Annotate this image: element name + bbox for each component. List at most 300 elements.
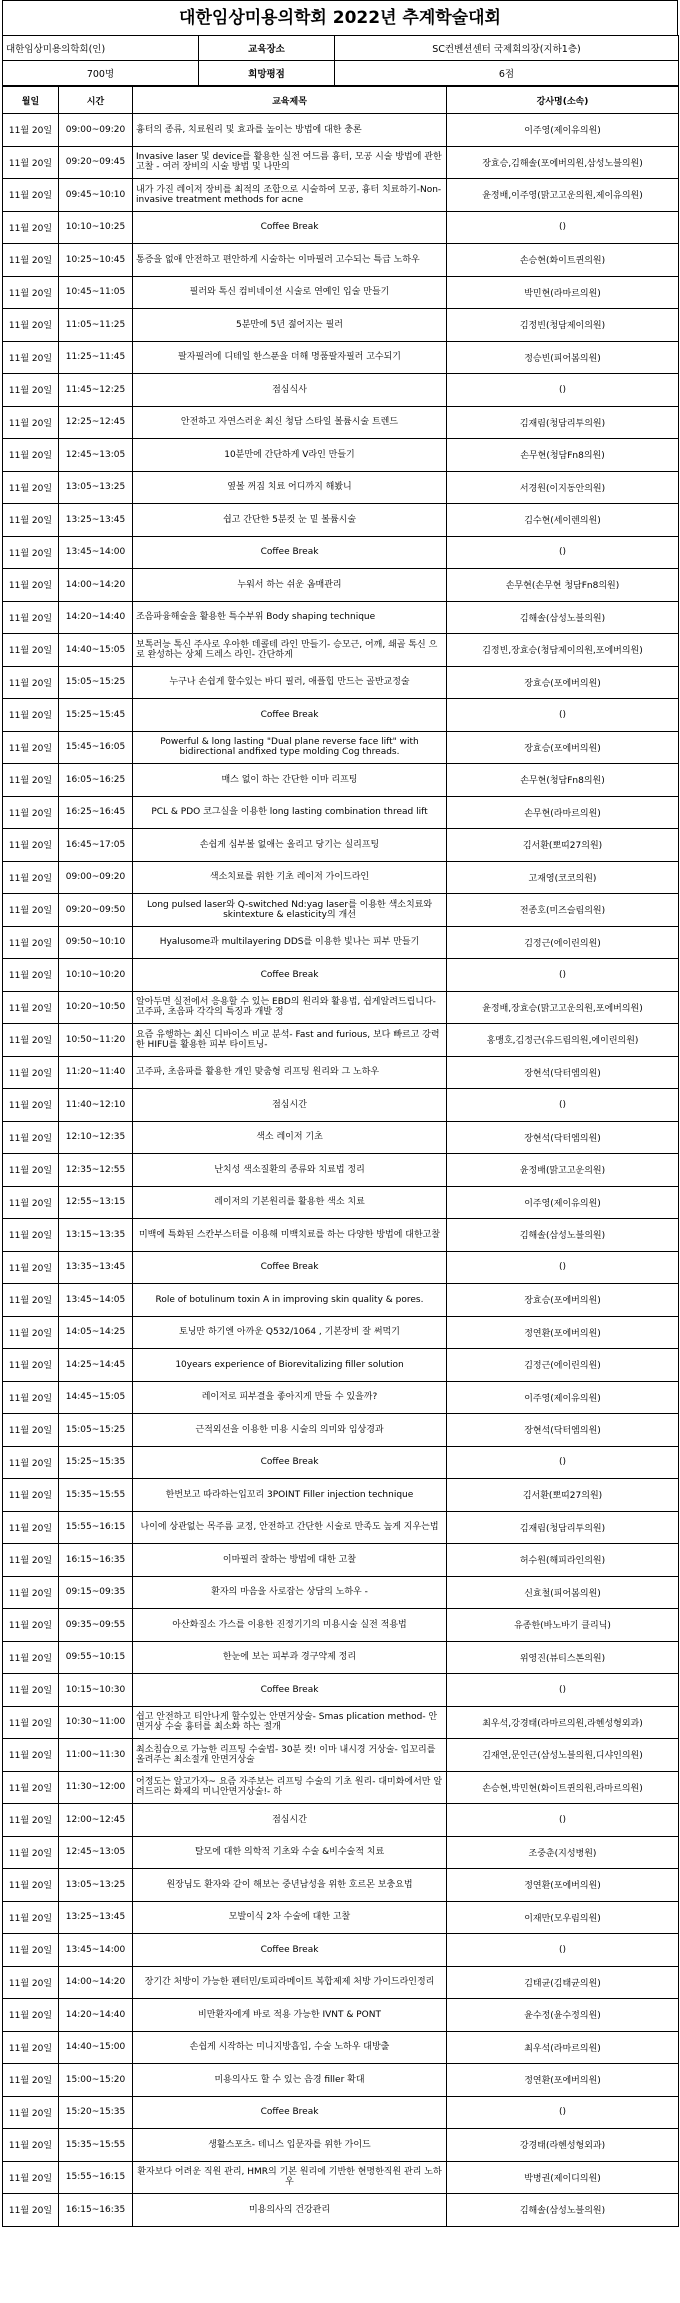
row-title: 환자보다 어려운 직원 관리, HMR의 기본 원리에 기반한 현명한직원 관리 노하우 <box>133 2161 447 2194</box>
table-row <box>3 894 679 927</box>
row-title: Hyalusome과 multilayering DDS를 이용한 빛나는 피부 만들기 <box>133 926 447 959</box>
row-date: 11월 20일 <box>3 2161 59 2194</box>
row-title: Coffee Break <box>133 1674 447 1707</box>
row-title: 팔자필러에 디테일 한스푼을 더해 명품팔자필러 고수되기 <box>133 341 447 374</box>
row-time: 16:15~16:35 <box>59 1544 133 1577</box>
row-speaker: 정연환(포에버의원) <box>447 1869 679 1902</box>
row-speaker: 전종호(미즈슬림의원) <box>447 894 679 927</box>
table-row <box>3 731 679 764</box>
row-time: 15:55~16:15 <box>59 1511 133 1544</box>
row-speaker: 윤정배(맑고고운의원) <box>447 1154 679 1187</box>
row-time: 10:10~10:20 <box>59 959 133 992</box>
row-date: 11월 20일 <box>3 1739 59 1772</box>
row-date: 11월 20일 <box>3 569 59 602</box>
table-row <box>3 1056 679 1089</box>
row-time: 14:40~15:05 <box>59 634 133 667</box>
row-speaker: 윤정배,이주영(맑고고운의원,제이유의원) <box>447 179 679 212</box>
row-title: 쉽고 안전하고 티안나게 할수있는 안면거상술- Smas plication method- 안면거상 수술 흉터를 최소화 하는 절개 <box>133 1706 447 1739</box>
row-title: 점심시간 <box>133 1089 447 1122</box>
row-date: 11월 20일 <box>3 244 59 277</box>
row-speaker: 장효승(포에버의원) <box>447 666 679 699</box>
row-speaker: 이재만(모우림의원) <box>447 1901 679 1934</box>
row-speaker: 박병권(제이디의원) <box>447 2161 679 2194</box>
row-title: 흉터의 종류, 치료원리 및 효과를 높이는 방법에 대한 충론 <box>133 114 447 147</box>
header-title: 교육제목 <box>133 87 447 114</box>
row-title: 토닝만 하기엔 아까운 Q532/1064 , 기본장비 잘 써먹기 <box>133 1316 447 1349</box>
row-title: 탈모에 대한 의학적 기초와 수술 &비수술적 치료 <box>133 1836 447 1869</box>
points-label: 희망평점 <box>199 61 335 86</box>
row-time: 12:25~12:45 <box>59 406 133 439</box>
row-title: Coffee Break <box>133 2096 447 2129</box>
table-row <box>3 1316 679 1349</box>
row-title: 레이저의 기본원리를 활용한 색소 치료 <box>133 1186 447 1219</box>
row-title: Coffee Break <box>133 1934 447 1967</box>
row-title: 10years experience of Biorevitalizing filler solution <box>133 1349 447 1382</box>
table-row <box>3 504 679 537</box>
row-date: 11월 20일 <box>3 1869 59 1902</box>
row-date: 11월 20일 <box>3 1674 59 1707</box>
row-title: 10분만에 간단하게 V라인 만들기 <box>133 439 447 472</box>
row-speaker: 이주영(제이유의원) <box>447 1381 679 1414</box>
row-time: 10:15~10:30 <box>59 1674 133 1707</box>
table-row <box>3 2096 679 2129</box>
table-row <box>3 406 679 439</box>
row-speaker: 김재림(청담리투의원) <box>447 1511 679 1544</box>
row-date: 11월 20일 <box>3 1446 59 1479</box>
schedule-table <box>2 86 679 2227</box>
row-speaker: 최우석(라마르의원) <box>447 2031 679 2064</box>
row-time: 14:45~15:05 <box>59 1381 133 1414</box>
row-time: 15:20~15:35 <box>59 2096 133 2129</box>
row-date: 11월 20일 <box>3 894 59 927</box>
row-speaker: 고재영(코코의원) <box>447 861 679 894</box>
row-date: 11월 20일 <box>3 2194 59 2227</box>
row-date: 11월 20일 <box>3 1771 59 1804</box>
table-row <box>3 926 679 959</box>
points-value: 6점 <box>335 61 679 86</box>
table-row <box>3 1251 679 1284</box>
row-time: 14:20~14:40 <box>59 1999 133 2032</box>
row-date: 11월 20일 <box>3 1219 59 1252</box>
table-row <box>3 1999 679 2032</box>
row-speaker: 김태균(김태균의원) <box>447 1966 679 1999</box>
row-title: 원장님도 환자와 같이 해보는 중년남성을 위한 호르몬 보충요법 <box>133 1869 447 1902</box>
row-speaker: 최우석,강경태(라마르의원,라헨성형외과) <box>447 1706 679 1739</box>
row-title: 한눈에 보는 피부과 경구약제 정리 <box>133 1641 447 1674</box>
row-time: 15:25~15:35 <box>59 1446 133 1479</box>
table-row <box>3 1349 679 1382</box>
row-date: 11월 20일 <box>3 146 59 179</box>
row-speaker: 김해솔(삼성노블의원) <box>447 1219 679 1252</box>
row-date: 11월 20일 <box>3 1999 59 2032</box>
row-time: 09:45~10:10 <box>59 179 133 212</box>
row-speaker: 유종한(바노바기 클리닉) <box>447 1609 679 1642</box>
row-speaker: 이주영(제이유의원) <box>447 114 679 147</box>
row-speaker: 장현석(닥터엠의원) <box>447 1121 679 1154</box>
row-time: 13:05~13:25 <box>59 471 133 504</box>
row-time: 14:05~14:25 <box>59 1316 133 1349</box>
table-row <box>3 1576 679 1609</box>
table-row <box>3 1966 679 1999</box>
row-time: 10:25~10:45 <box>59 244 133 277</box>
table-row <box>3 1804 679 1837</box>
row-speaker: () <box>447 211 679 244</box>
table-row <box>3 114 679 147</box>
row-time: 15:35~15:55 <box>59 1479 133 1512</box>
row-time: 16:15~16:35 <box>59 2194 133 2227</box>
row-title: 어정도는 알고가자~ 요즘 자주보는 리프팅 수술의 기초 원리- 대미화에서만 알려드리는 화제의 미니안면거상술!- 하 <box>133 1771 447 1804</box>
table-row <box>3 1154 679 1187</box>
table-row <box>3 634 679 667</box>
row-speaker: 장효승,김해솔(포에버의원,삼성노블의원) <box>447 146 679 179</box>
row-date: 11월 20일 <box>3 731 59 764</box>
table-row <box>3 764 679 797</box>
row-title: 레이저로 피부결을 좋아지게 만들 수 있을까? <box>133 1381 447 1414</box>
row-speaker: 장효승(포에버의원) <box>447 1284 679 1317</box>
row-title: 매스 없이 하는 간단한 이마 리프팅 <box>133 764 447 797</box>
row-title: 점심시간 <box>133 1804 447 1837</box>
row-speaker: () <box>447 959 679 992</box>
row-date: 11월 20일 <box>3 341 59 374</box>
row-time: 11:40~12:10 <box>59 1089 133 1122</box>
row-time: 12:35~12:55 <box>59 1154 133 1187</box>
table-row <box>3 1284 679 1317</box>
row-title: 쉽고 간단한 5분컷 눈 밑 볼륨시술 <box>133 504 447 537</box>
row-title: 필러와 톡신 컴비네이션 시술로 연예인 입술 만들기 <box>133 276 447 309</box>
row-time: 09:15~09:35 <box>59 1576 133 1609</box>
row-time: 10:45~11:05 <box>59 276 133 309</box>
row-date: 11월 20일 <box>3 1251 59 1284</box>
row-date: 11월 20일 <box>3 211 59 244</box>
row-title: 최소침습으로 가능한 리프팅 수술법- 30분 컷! 이마 내시경 거상술- 입꼬리를 올려주는 최소절개 안면거상술 <box>133 1739 447 1772</box>
document-title: 대한임상미용의학회 2022년 추계학술대회 <box>2 0 678 35</box>
table-row <box>3 1219 679 1252</box>
row-title: 5분만에 5년 젊어지는 필러 <box>133 309 447 342</box>
header-time: 시간 <box>59 87 133 114</box>
row-date: 11월 20일 <box>3 601 59 634</box>
row-title: 알아두면 실전에서 응용할 수 있는 EBD의 원리와 활용법, 쉽게알려드립니다- 고주파, 초음파 각각의 특징과 개발 정 <box>133 991 447 1024</box>
table-row <box>3 796 679 829</box>
row-date: 11월 20일 <box>3 114 59 147</box>
table-row <box>3 1706 679 1739</box>
row-title: Coffee Break <box>133 1446 447 1479</box>
row-speaker: 김해솔(삼성노블의원) <box>447 601 679 634</box>
row-title: 색소치료를 위한 기초 레이저 가이드라인 <box>133 861 447 894</box>
row-speaker: 조중춘(지성병원) <box>447 1836 679 1869</box>
row-date: 11월 20일 <box>3 1154 59 1187</box>
row-speaker: 손무현(라마르의원) <box>447 796 679 829</box>
row-date: 11월 20일 <box>3 536 59 569</box>
row-date: 11월 20일 <box>3 504 59 537</box>
table-row <box>3 1641 679 1674</box>
table-row <box>3 471 679 504</box>
table-row <box>3 959 679 992</box>
table-row <box>3 341 679 374</box>
row-title: 미용의사의 건강관리 <box>133 2194 447 2227</box>
row-title: 고주파, 초음파를 활용한 개인 맞춤형 리프팅 원리와 그 노하우 <box>133 1056 447 1089</box>
row-speaker: () <box>447 699 679 732</box>
row-title: 난치성 색소질환의 종류와 치료법 정리 <box>133 1154 447 1187</box>
row-date: 11월 20일 <box>3 1641 59 1674</box>
venue-value: SC컨벤션센터 국제회의장(지하1층) <box>335 36 679 61</box>
row-title: 조음파융해술을 활용한 특수부위 Body shaping technique <box>133 601 447 634</box>
row-date: 11월 20일 <box>3 634 59 667</box>
header-speaker: 강사명(소속) <box>447 87 679 114</box>
row-time: 15:05~15:25 <box>59 666 133 699</box>
row-title: 나이에 상관없는 목주름 교정, 안전하고 간단한 시술로 만족도 높게 지우는법 <box>133 1511 447 1544</box>
table-row <box>3 1446 679 1479</box>
row-time: 12:55~13:15 <box>59 1186 133 1219</box>
row-speaker: 홍맹호,김정근(유드림의원,에이린의원) <box>447 1024 679 1057</box>
row-time: 13:25~13:45 <box>59 1901 133 1934</box>
row-date: 11월 20일 <box>3 471 59 504</box>
row-title: 손쉽게 심부볼 없애는 올리고 당기는 실리프팅 <box>133 829 447 862</box>
row-date: 11월 20일 <box>3 1414 59 1447</box>
row-speaker: 손승현(화이트퀸의원) <box>447 244 679 277</box>
row-title: 옆볼 꺼짐 치료 어디까지 해봤니 <box>133 471 447 504</box>
table-row <box>3 1739 679 1772</box>
row-speaker: () <box>447 536 679 569</box>
row-date: 11월 20일 <box>3 439 59 472</box>
row-speaker: () <box>447 374 679 407</box>
row-title: Role of botulinum toxin A in improving skin quality & pores. <box>133 1284 447 1317</box>
row-title: 미용의사도 할 수 있는 음경 filler 확대 <box>133 2064 447 2097</box>
row-title: Coffee Break <box>133 1251 447 1284</box>
row-speaker: 손무현(손무현 청담Fn8의원) <box>447 569 679 602</box>
row-date: 11월 20일 <box>3 796 59 829</box>
row-date: 11월 20일 <box>3 861 59 894</box>
row-date: 11월 20일 <box>3 309 59 342</box>
row-date: 11월 20일 <box>3 1544 59 1577</box>
attendee-count: 700명 <box>3 61 199 86</box>
row-speaker: 윤정배,장효승(맑고고운의원,포에버의원) <box>447 991 679 1024</box>
row-speaker: 김정빈(청담제이의원) <box>447 309 679 342</box>
row-time: 16:45~17:05 <box>59 829 133 862</box>
row-time: 12:45~13:05 <box>59 439 133 472</box>
row-time: 15:05~15:25 <box>59 1414 133 1447</box>
table-row <box>3 2194 679 2227</box>
info-table <box>2 35 679 86</box>
row-speaker: 김재림(청담리투의원) <box>447 406 679 439</box>
row-title: Coffee Break <box>133 211 447 244</box>
row-title: Coffee Break <box>133 959 447 992</box>
row-date: 11월 20일 <box>3 1706 59 1739</box>
row-time: 09:20~09:50 <box>59 894 133 927</box>
row-speaker: 손무현(청담Fn8의원) <box>447 439 679 472</box>
row-title: 근적외선을 이용한 미용 시술의 의미와 임상경과 <box>133 1414 447 1447</box>
table-row <box>3 536 679 569</box>
row-speaker: () <box>447 1674 679 1707</box>
table-row <box>3 439 679 472</box>
row-speaker: 김재연,문인근(삼성노블의원,디샤인의원) <box>447 1739 679 1772</box>
row-time: 09:55~10:15 <box>59 1641 133 1674</box>
row-date: 11월 20일 <box>3 1349 59 1382</box>
row-time: 15:25~15:45 <box>59 699 133 732</box>
row-time: 14:25~14:45 <box>59 1349 133 1382</box>
row-title: 보톡러능 톡신 주사로 우아한 데콜테 라인 만들기- 승모근, 어깨, 쇄골 톡신 으로 완성하는 상체 드레스 라인- 간단하게 <box>133 634 447 667</box>
table-row <box>3 1609 679 1642</box>
row-time: 10:50~11:20 <box>59 1024 133 1057</box>
row-time: 13:45~14:00 <box>59 536 133 569</box>
row-title: 이마필러 잘하는 방법에 대한 고찰 <box>133 1544 447 1577</box>
row-date: 11월 20일 <box>3 959 59 992</box>
table-row <box>3 1771 679 1804</box>
row-time: 14:40~15:00 <box>59 2031 133 2064</box>
row-date: 11월 20일 <box>3 2096 59 2129</box>
row-speaker: () <box>447 1089 679 1122</box>
row-speaker: 장현석(닥터엠의원) <box>447 1414 679 1447</box>
table-row <box>3 666 679 699</box>
row-time: 11:05~11:25 <box>59 309 133 342</box>
row-date: 11월 20일 <box>3 1511 59 1544</box>
row-title: 한번보고 따라하는입꼬리 3POINT Filler injection technique <box>133 1479 447 1512</box>
row-title: 내가 가진 레이저 장비를 최적의 조합으로 시술하여 모공, 흉터 치료하기-Non-invasive treatment methods for acne <box>133 179 447 212</box>
row-time: 12:00~12:45 <box>59 1804 133 1837</box>
row-title: 아산화질소 가스를 이용한 진정기기의 미용시술 실전 적용법 <box>133 1609 447 1642</box>
row-date: 11월 20일 <box>3 179 59 212</box>
row-date: 11월 20일 <box>3 666 59 699</box>
table-row <box>3 1869 679 1902</box>
table-row <box>3 2064 679 2097</box>
row-date: 11월 20일 <box>3 1934 59 1967</box>
row-date: 11월 20일 <box>3 991 59 1024</box>
row-speaker: 허수원(해피라인의원) <box>447 1544 679 1577</box>
row-time: 13:15~13:35 <box>59 1219 133 1252</box>
row-time: 16:25~16:45 <box>59 796 133 829</box>
row-date: 11월 20일 <box>3 1056 59 1089</box>
row-date: 11월 20일 <box>3 829 59 862</box>
table-row <box>3 829 679 862</box>
row-time: 11:25~11:45 <box>59 341 133 374</box>
table-row <box>3 861 679 894</box>
row-time: 16:05~16:25 <box>59 764 133 797</box>
row-title: 장기간 처방이 가능한 펜터민/토피라메이트 복합제제 처방 가이드라인정리 <box>133 1966 447 1999</box>
row-speaker: 김서환(뽀띠27의원) <box>447 1479 679 1512</box>
row-time: 11:30~12:00 <box>59 1771 133 1804</box>
row-speaker: 김수현(세이렌의원) <box>447 504 679 537</box>
row-time: 11:20~11:40 <box>59 1056 133 1089</box>
table-row <box>3 991 679 1024</box>
table-row <box>3 244 679 277</box>
table-row <box>3 1544 679 1577</box>
row-date: 11월 20일 <box>3 406 59 439</box>
row-title: 누구나 손쉽게 할수있는 바디 필러, 애플힙 만드는 골반교정술 <box>133 666 447 699</box>
row-speaker: 김정근(에이린의원) <box>447 926 679 959</box>
row-date: 11월 20일 <box>3 764 59 797</box>
row-speaker: 박민현(라마르의원) <box>447 276 679 309</box>
row-date: 11월 20일 <box>3 1576 59 1609</box>
row-title: 안전하고 자연스러운 최신 청담 스타일 볼륨시술 트렌드 <box>133 406 447 439</box>
table-row <box>3 1121 679 1154</box>
row-time: 14:00~14:20 <box>59 1966 133 1999</box>
row-speaker: () <box>447 1446 679 1479</box>
row-speaker: 정연환(포에버의원) <box>447 2064 679 2097</box>
row-speaker: () <box>447 1934 679 1967</box>
row-date: 11월 20일 <box>3 1024 59 1057</box>
row-date: 11월 20일 <box>3 374 59 407</box>
row-speaker: 정연환(포에버의원) <box>447 1316 679 1349</box>
table-row <box>3 1024 679 1057</box>
row-title: Coffee Break <box>133 699 447 732</box>
row-date: 11월 20일 <box>3 1479 59 1512</box>
table-row <box>3 1674 679 1707</box>
table-row <box>3 1414 679 1447</box>
row-time: 09:00~09:20 <box>59 114 133 147</box>
row-time: 13:45~14:00 <box>59 1934 133 1967</box>
row-speaker: 윤수정(윤수정의원) <box>447 1999 679 2032</box>
row-title: 미백에 특화된 스칸부스터를 이용해 미백치료를 하는 다양한 방법에 대한고찰 <box>133 1219 447 1252</box>
row-date: 11월 20일 <box>3 2064 59 2097</box>
row-time: 10:20~10:50 <box>59 991 133 1024</box>
row-date: 11월 20일 <box>3 2031 59 2064</box>
venue-label: 교육장소 <box>199 36 335 61</box>
table-row <box>3 1186 679 1219</box>
row-time: 11:45~12:25 <box>59 374 133 407</box>
header-date: 월일 <box>3 87 59 114</box>
table-row <box>3 1381 679 1414</box>
row-speaker: 김정근(에이린의원) <box>447 1349 679 1382</box>
table-row <box>3 309 679 342</box>
row-date: 11월 20일 <box>3 1284 59 1317</box>
row-title: 환자의 마음을 사로잡는 상담의 노하우 - <box>133 1576 447 1609</box>
row-time: 12:10~12:35 <box>59 1121 133 1154</box>
row-date: 11월 20일 <box>3 1966 59 1999</box>
row-time: 13:05~13:25 <box>59 1869 133 1902</box>
row-date: 11월 20일 <box>3 2129 59 2162</box>
table-row <box>3 146 679 179</box>
row-speaker: 김정빈,장효승(청담제이의원,포에버의원) <box>447 634 679 667</box>
table-row <box>3 1511 679 1544</box>
table-header <box>3 87 679 114</box>
row-date: 11월 20일 <box>3 926 59 959</box>
row-title: Coffee Break <box>133 536 447 569</box>
row-date: 11월 20일 <box>3 1901 59 1934</box>
row-time: 11:00~11:30 <box>59 1739 133 1772</box>
row-time: 14:20~14:40 <box>59 601 133 634</box>
row-title: 손쉽게 시작하는 미니지방흡입, 수술 노하우 대방출 <box>133 2031 447 2064</box>
row-speaker: () <box>447 1251 679 1284</box>
row-speaker: 김해솔(삼성노블의원) <box>447 2194 679 2227</box>
row-title: PCL & PDO 코그실을 이용한 long lasting combination thread lift <box>133 796 447 829</box>
row-speaker: () <box>447 1804 679 1837</box>
row-time: 14:00~14:20 <box>59 569 133 602</box>
row-time: 09:00~09:20 <box>59 861 133 894</box>
row-speaker: () <box>447 2096 679 2129</box>
row-speaker: 위영진(뷰티스톤의원) <box>447 1641 679 1674</box>
row-time: 13:35~13:45 <box>59 1251 133 1284</box>
row-speaker: 정승빈(피어봄의원) <box>447 341 679 374</box>
row-date: 11월 20일 <box>3 699 59 732</box>
schedule-document <box>2 0 678 2227</box>
row-date: 11월 20일 <box>3 1186 59 1219</box>
row-date: 11월 20일 <box>3 1089 59 1122</box>
table-row <box>3 569 679 602</box>
table-row <box>3 1089 679 1122</box>
table-row <box>3 2129 679 2162</box>
table-row <box>3 1934 679 1967</box>
row-time: 09:35~09:55 <box>59 1609 133 1642</box>
row-speaker: 김서환(뽀띠27의원) <box>447 829 679 862</box>
row-speaker: 장효승(포에버의원) <box>447 731 679 764</box>
table-row <box>3 1479 679 1512</box>
row-time: 10:30~11:00 <box>59 1706 133 1739</box>
row-speaker: 손승현,박민현(화이트퀸의원,라마르의원) <box>447 1771 679 1804</box>
table-row <box>3 1836 679 1869</box>
row-time: 10:10~10:25 <box>59 211 133 244</box>
row-time: 15:00~15:20 <box>59 2064 133 2097</box>
row-title: 모발이식 2차 수술에 대한 고찰 <box>133 1901 447 1934</box>
row-title: Invasive laser 및 device를 활용한 실전 여드름 흉터, 모공 시술 방법에 관한 고찰 - 여러 장비의 시술 방법 및 나만의 <box>133 146 447 179</box>
